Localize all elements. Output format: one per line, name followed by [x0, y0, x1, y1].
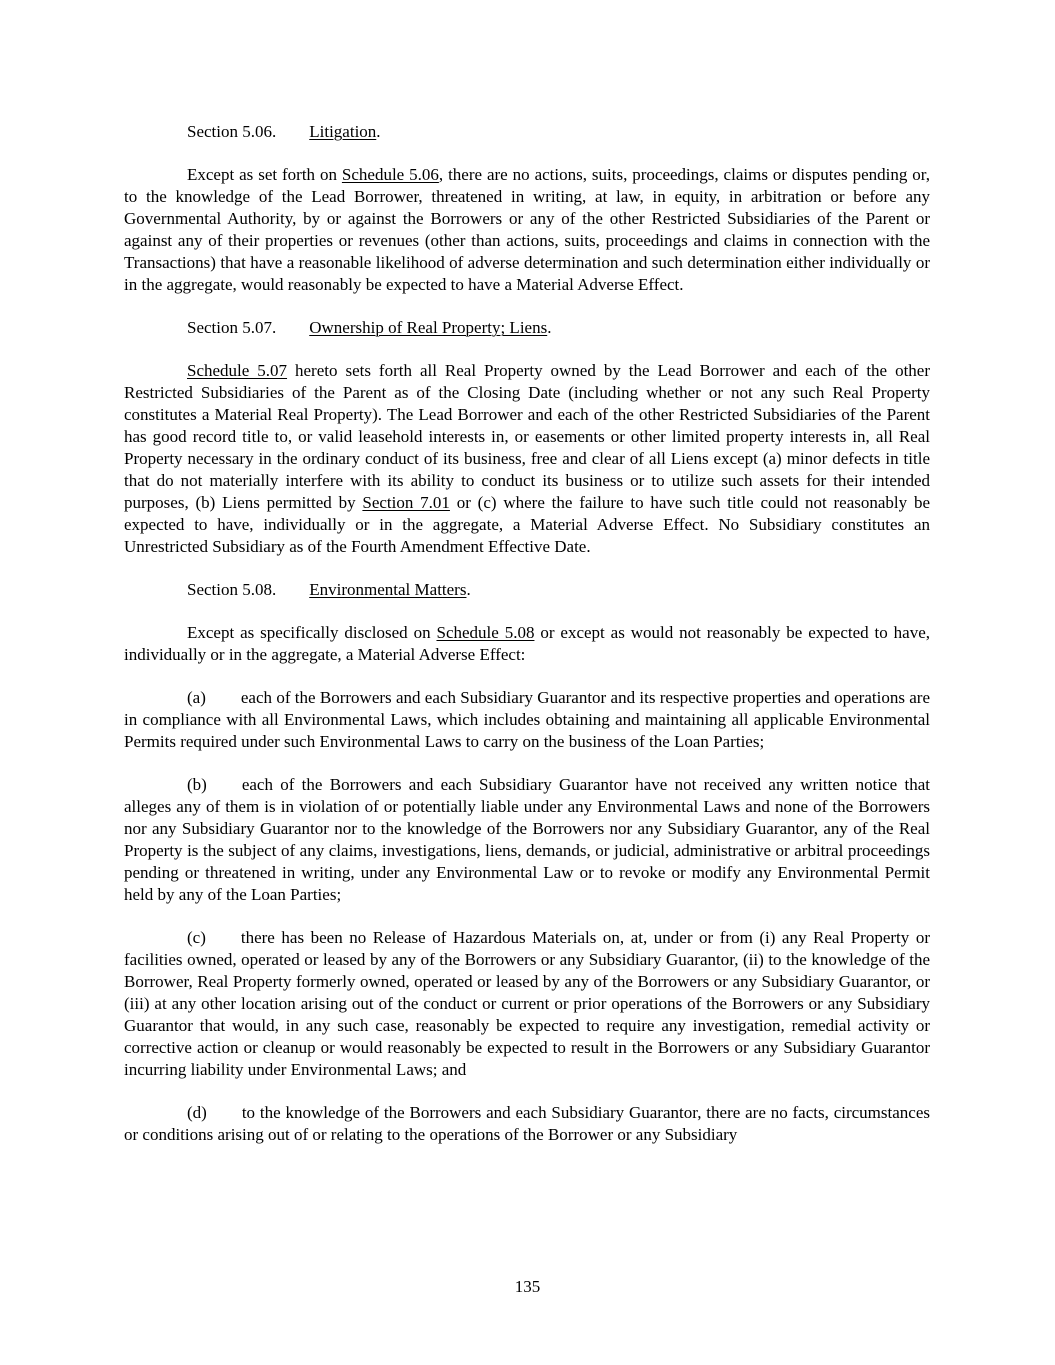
paragraph-environmental-d [124, 1102, 930, 1146]
text-run: (a) [187, 688, 206, 707]
underlined-cross-reference: Section 7.01 [362, 493, 450, 512]
text-run: or (c) where the failure to have such title could not reasonably be expected to have, individually or in the aggregate, a Material Adverse Effect. No Subsidiary constitutes an Unrestricted Subsidiary as of the Fourth Amendment Effective Date. [124, 493, 930, 556]
text-run: . [547, 318, 552, 337]
text-run: (b) [187, 775, 207, 794]
tab-spacer [206, 942, 241, 943]
text-run: (c) [187, 928, 206, 947]
text-run: Section 5.07. [187, 318, 277, 337]
document-body [124, 121, 930, 1167]
tab-spacer [206, 702, 241, 703]
text-run: to the knowledge of the Borrowers and each Subsidiary Guarantor, there are no facts, circumstances or conditions arising out of or relating to the operations of the Borrower or any Subsidiary [124, 1103, 930, 1144]
tab-spacer [207, 789, 242, 790]
underlined-cross-reference: Environmental Matters [309, 580, 467, 599]
section-heading-5-08 [124, 579, 930, 601]
text-run: each of the Borrowers and each Subsidiary Guarantor and its respective properties and operations are in compliance with all Environmental Laws, which includes obtaining and maintaining all applicable Environmental Permits required under such Environmental Laws to carry on the business of the Loan Parties; [124, 688, 930, 751]
underlined-cross-reference: Schedule 5.06 [341, 165, 439, 184]
paragraph-environmental-c [124, 927, 930, 1081]
paragraph-environmental-b [124, 774, 930, 906]
paragraph-environmental-a [124, 687, 930, 753]
underlined-cross-reference: Ownership of Real Property; Liens [309, 318, 548, 337]
section-heading-5-06 [124, 121, 930, 143]
text-run: , there are no actions, suits, proceedings, claims or disputes pending or, to the knowledge of the Lead Borrower, threatened in writing, at law, in equity, in arbitration or before any Governmental Authority, by or against the Borrowers or any of the other Restricted Subsidiaries of the Parent or against any of their properties or revenues (other than actions, suits, proceedings and claims in connection with the Transactions) that have a reasonable likelihood of adverse determination and such determination either individually or in the aggregate, would reasonably be expected to have a Material Adverse Effect. [124, 165, 930, 294]
text-run: (d) [187, 1103, 207, 1122]
text-run: Except as set forth on [187, 165, 342, 184]
text-run: there has been no Release of Hazardous Materials on, at, under or from (i) any Real Property or facilities owned, operated or leased by any of the Borrowers or any Subsidiary Guarantor, (ii) to the knowledge of the Borrower, Real Property formerly owned, operated or leased by any of the Borrowers or any Subsidiary Guarantor, or (iii) at any other location arising out of the conduct or current or prior operations of the Borrowers or any Subsidiary Guarantor that would, in any such case, reasonably be expected to require any investigation, remedial activity or corrective action or cleanup or would reasonably be expected to result in the Borrowers or any Subsidiary Guarantor incurring liability under Environmental Laws; and [124, 928, 930, 1079]
paragraph-real-property [124, 360, 930, 558]
section-heading-5-07 [124, 317, 930, 339]
underlined-cross-reference: Litigation [309, 122, 377, 141]
tab-spacer [207, 1117, 242, 1118]
paragraph-environmental-intro [124, 622, 930, 666]
text-run: . [466, 580, 471, 599]
text-run: each of the Borrowers and each Subsidiary Guarantor have not received any written notice that alleges any of them is in violation of or potentially liable under any Environmental Laws and none of the Borrowers nor any Subsidiary Guarantor nor to the knowledge of the Borrowers nor any Subsidiary Guarantor, any of the Real Property is the subject of any claims, investigations, liens, demands, or judicial, administrative or arbitral proceedings pending or threatened in writing, under any Environmental Law or to revoke or modify any Environmental Permit held by any of the Loan Parties; [124, 775, 930, 904]
underlined-cross-reference: Schedule 5.08 [436, 623, 535, 642]
text-run: hereto sets forth all Real Property owned by the Lead Borrower and each of the other Restricted Subsidiaries of the Parent as of the Closing Date (including whether or not any such Real Property constitutes a Material Real Property). The Lead Borrower and each of the other Restricted Subsidiaries of the Parent has good record title to, or valid leasehold interests in, or easements or other limited property interests in, all Real Property necessary in the ordinary conduct of its business, free and clear of all Liens except (a) minor defects in title that do not materially interfere with its ability to conduct its business or to utilize such assets for their intended purposes, (b) Liens permitted by [124, 361, 930, 512]
tab-spacer [276, 332, 309, 333]
text-run: Section 5.08. [187, 580, 277, 599]
text-run: or except as would not reasonably be expected to have, individually or in the aggregate, a Material Adverse Effect: [124, 623, 930, 664]
text-run: Section 5.06. [187, 122, 277, 141]
underlined-cross-reference: Schedule 5.07 [187, 361, 288, 380]
text-run: Except as specifically disclosed on [187, 623, 437, 642]
tab-spacer [276, 136, 309, 137]
tab-spacer [276, 594, 309, 595]
page-number: 135 [514, 1277, 541, 1296]
paragraph-litigation [124, 164, 930, 296]
text-run: . [376, 122, 381, 141]
